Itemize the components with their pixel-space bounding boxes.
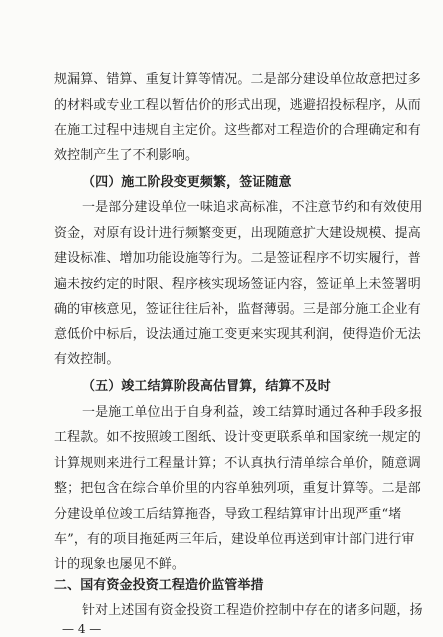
body-text-line: 分建设单位竣工后结算拖沓，导致工程结算审计出现严重“堵 [54, 507, 402, 522]
body-text-line: 遍未按约定的时限、程序核实现场签证内容，签证单上未签署明 [54, 277, 421, 292]
body-text-line: 在施工过程中违规自主定价。这些都对工程造价的合理确定和有 [54, 123, 421, 138]
body-text-line: 的材料或专业工程以暂估价的形式出现，逃避招投标程序，从而 [54, 98, 421, 113]
body-text-line: 建设标准、增加功能设施等行为。二是签证程序不切实履行，普 [54, 251, 421, 266]
body-text-line: 车”，有的项目拖延两三年后，建设单位再送到审计部门进行审 [54, 532, 415, 547]
body-text-line: 整；把包含在综合单价里的内容单独列项，重复计算等。二是部 [54, 481, 421, 496]
chapter-heading-2: 二、国有资金投资工程造价监管举措 [54, 578, 264, 593]
section-heading-5: （五）竣工结算阶段高估冒算，结算不及时 [82, 379, 331, 394]
body-text-line: 计的现象也屡见不鲜。 [54, 557, 186, 572]
body-text-line: 一是部分建设单位一味追求高标准，不注意节约和有效使用 [82, 200, 423, 215]
body-text-line: 确的审核意见，签证往往后补，监督薄弱。三是部分施工企业有 [54, 302, 421, 317]
body-text-line: 规漏算、错算、重复计算等情况。二是部分建设单位故意把过多 [54, 72, 421, 87]
body-text-line: 意低价中标后，设法通过施工变更来实现其利润，使得造价无法 [54, 327, 421, 342]
body-text-line: 资金，对原有设计进行频繁变更，出现随意扩大建设规模、提高 [54, 226, 421, 241]
body-text-line: 计算规则来进行工程量计算；不认真执行清单综合单价，随意调 [54, 456, 421, 471]
body-text-line: 工程款。如不按照竣工图纸、设计变更联系单和国家统一规定的 [54, 430, 421, 445]
page-number: — 4 — [62, 622, 102, 636]
body-text-line: 一是施工单位出于自身利益，竣工结算时通过各种手段多报 [82, 405, 423, 420]
body-text-line: 有效控制。 [54, 352, 120, 367]
body-text-line: 针对上述国有资金投资工程造价控制中存在的诸多问题，扬 [82, 603, 423, 618]
body-text-line: 效控制产生了不利影响。 [54, 148, 199, 163]
section-heading-4: （四）施工阶段变更频繁，签证随意 [82, 175, 292, 190]
